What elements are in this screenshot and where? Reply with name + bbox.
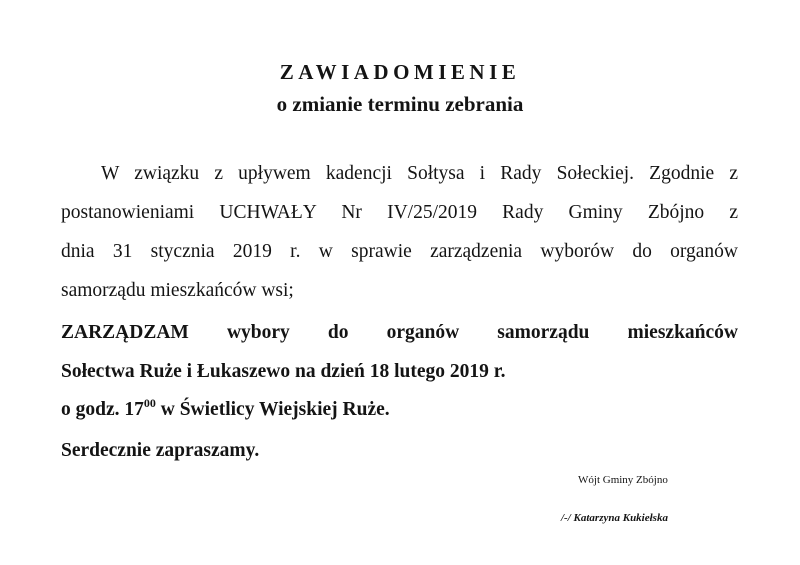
time-location-line	[61, 396, 738, 421]
body-line-1: W związku z upływem kadencji Sołtysa i Rady Sołeckiej. Zgodnie z	[101, 163, 738, 184]
time-minutes-superscript: 00	[143, 396, 156, 410]
notice-subtitle: o zmianie terminu zebrania	[276, 92, 524, 116]
body-line-2: postanowieniami UCHWAŁY Nr IV/25/2019 Rady Gminy Zbójno z	[61, 202, 738, 223]
time-prefix: o godz. 17	[61, 399, 144, 420]
notice-title: ZAWIADOMIENIE	[279, 60, 521, 84]
signature-title: Wójt Gminy Zbójno	[578, 474, 668, 486]
order-line-1: ZARZĄDZAM wybory do organów samorządu mieszkańców	[61, 322, 738, 343]
body-line-4: samorządu mieszkańców wsi;	[61, 280, 294, 301]
order-line-2: Sołectwa Ruże i Łukaszewo na dzień 18 lutego 2019 r.	[61, 361, 506, 382]
closing-line: Serdecznie zapraszamy.	[61, 440, 260, 461]
signature-name: /-/ Katarzyna Kukiełska	[561, 512, 668, 524]
location-text: w Świetlicy Wiejskiej Ruże.	[155, 399, 390, 420]
body-line-3: dnia 31 stycznia 2019 r. w sprawie zarządzenia wyborów do organów	[61, 241, 738, 262]
